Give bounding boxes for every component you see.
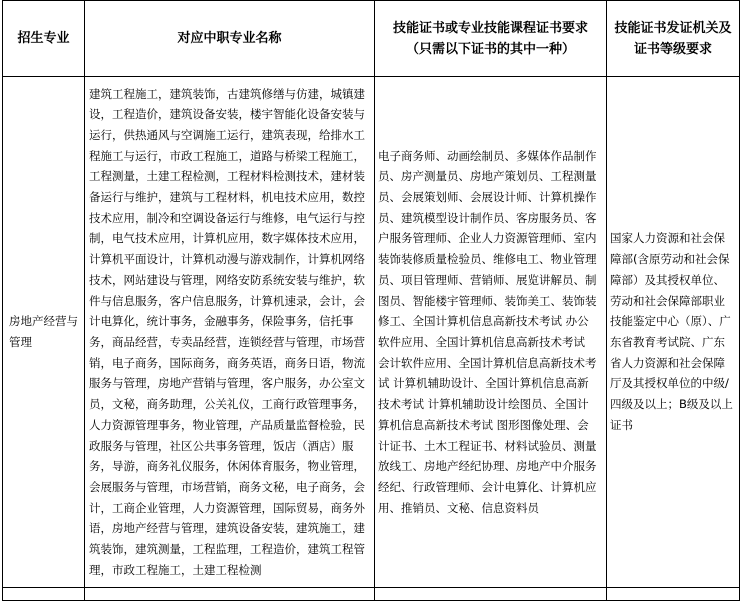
cell-vocational-majors (85, 588, 375, 601)
header-admission-major: 招生专业 (3, 1, 85, 77)
admission-requirements-table (2, 0, 740, 601)
header-vocational-major-names: 对应中职专业名称 (85, 1, 375, 77)
cell-major (3, 588, 85, 601)
table-header-row (3, 1, 740, 77)
cell-certificates: 电子商务师、动画绘制员、多媒体作品制作员、房产测量员、房地产策划员、工程测量员、会展策划师、会展设计师、计算机操作员、建筑模型设计制作员、客房服务员、客户服务管理师、企业人力资源管理师、室内装饰装修质量检验员、维修电工、物业管理员、项目管理师、营销师、展览讲解员、制图员、智能楼宇管理师、装饰美工、装饰装修工、全国计算机信息高新技术考试 办公软件应用、全国计算机信息高新技术考试 会计软件应用、全国计算机信息高新技术考试 计算机辅助设计、全国计算机信息高新技术考试 计算机辅助设计绘图员、全国计算机信息高新技术考试 图形图像处理、会计证书、土木工程证书、材料试验员、测量放线工、房地产经纪协理、房地产中介服务经纪、行政管理师、会计电算化、计算机应用、推销员、文秘、信息资料员 (375, 77, 607, 588)
cell-major: 房地产经营与管理 (3, 77, 85, 588)
header-issuing-authority: 技能证书发证机关及证书等级要求 (607, 1, 740, 77)
cell-vocational-majors: 建筑工程施工，建筑装饰，古建筑修缮与仿建，城镇建设，工程造价，建筑设备安装，楼宇智能化设备安装与运行，供热通风与空调施工运行，建筑表现，给排水工程施工与运行，市政工程施工，道路与桥梁工程施工，工程测量，土建工程检测，工程材料检测技术，建材装备运行与维护，建筑与工程材料，机电技术应用，数控技术应用，制冷和空调设备运行与维修，电气运行与控制，电气技术应用，计算机应用，数字媒体技术应用，计算机平面设计，计算机动漫与游戏制作，计算机网络技术，网站建设与管理，网络安防系统安装与维护，软件与信息服务，客户信息服务，计算机速录，会计，会计电算化，统计事务，金融事务，保险事务，信托事务，商品经营，专卖品经营，连锁经营与管理，市场营销，电子商务，国际商务，商务英语，商务日语，物流服务与管理，房地产营销与管理，客户服务，办公室文员，文秘，商务助理，公关礼仪，工商行政管理事务，人力资源管理事务，物业管理，产品质量监督检验，民政服务与管理，社区公共事务管理，饭店（酒店）服务，导游，商务礼仪服务，休闲体育服务，物业管理，会展服务与管理，市场营销，商务文秘，电子商务，会计，工商企业管理，人力资源管理，国际贸易，商务外语，房地产经营与管理，建筑设备安装，建筑施工，建筑装饰，建筑测量，工程监理，工程造价，建筑工程管理，市政工程施工，土建工程检测 (85, 77, 375, 588)
cell-issuing-authority (607, 588, 740, 601)
table-row (3, 588, 740, 601)
cell-certificates (375, 588, 607, 601)
header-certificate-requirements: 技能证书或专业技能课程证书要求（只需以下证书的其中一种） (375, 1, 607, 77)
table-row (3, 77, 740, 588)
cell-issuing-authority: 国家人力资源和社会保障部(含原劳动和社会保障部）及其授权单位、劳动和社会保障部职业技能鉴定中心（原）、广东省教育考试院、广东省人力资源和社会保障厅及其授权单位的中级/四级及以上；B级及以上证书 (607, 77, 740, 588)
